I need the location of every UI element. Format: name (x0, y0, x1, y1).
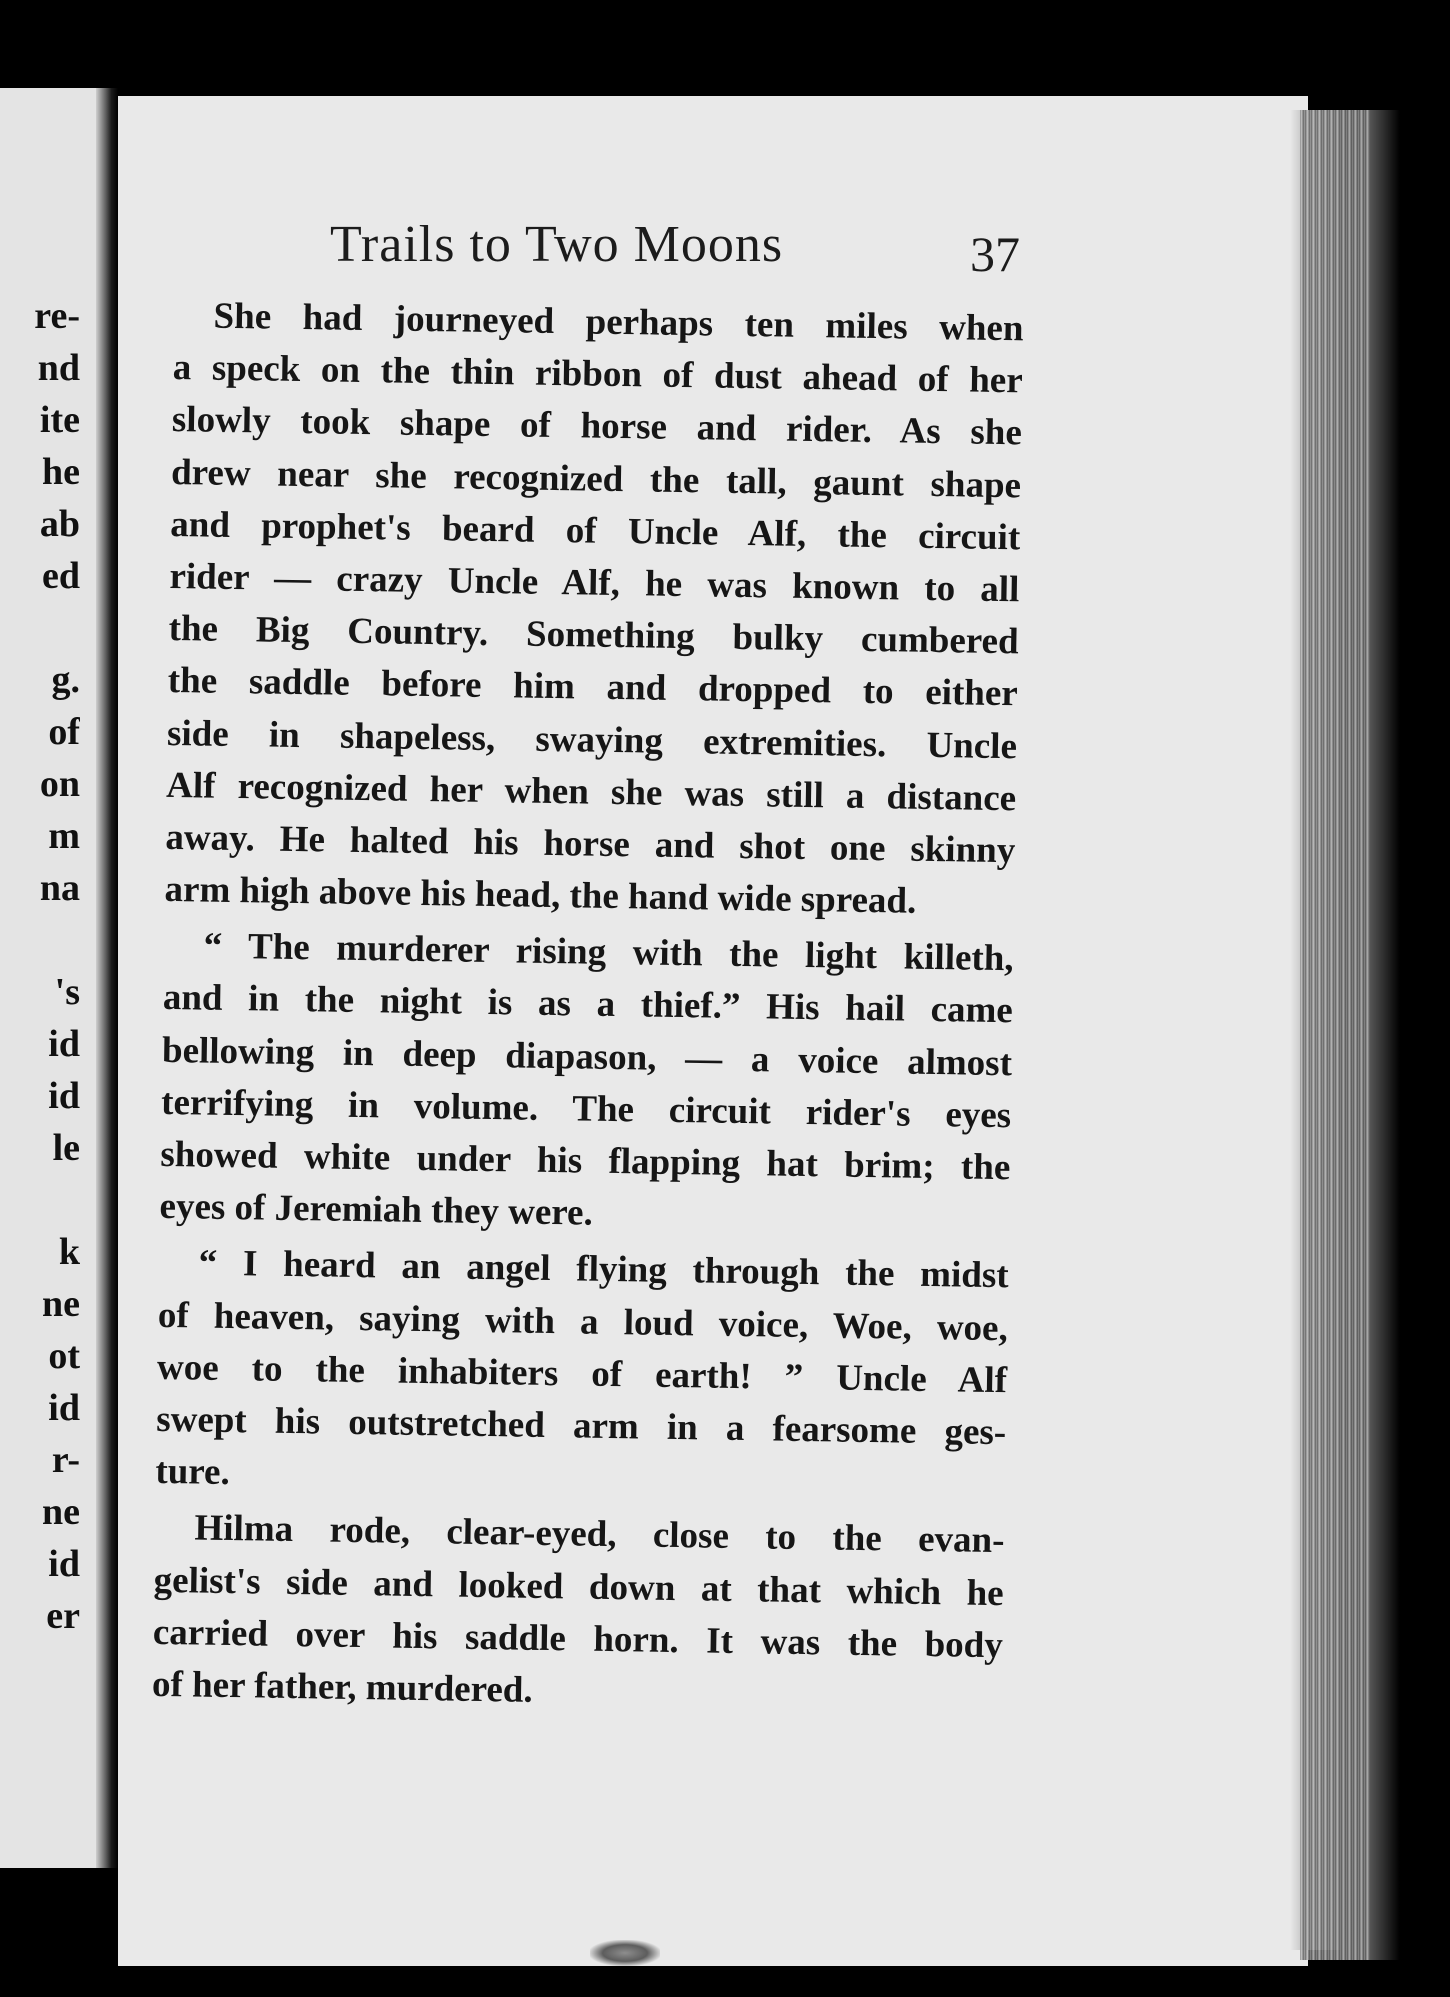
previous-page-fragment-line: ne (42, 1283, 80, 1325)
text-line: showed white under his flapping hat brim; the (160, 1133, 1011, 1189)
text-line: bellowing in deep diapason, — a voice almost (161, 1029, 1013, 1084)
previous-page-fragment-line: ne (42, 1491, 80, 1533)
previous-page-fragment-line: id (48, 1543, 80, 1585)
running-title: Trails to Two Moons (330, 216, 784, 273)
book-gutter (96, 88, 118, 1868)
text-line: a speck on the thin ribbon of dust ahead of her (172, 347, 1023, 402)
text-line: slowly took shape of horse and rider. As she (171, 399, 1023, 454)
paragraph (152, 1502, 1005, 1724)
previous-page-fragment-line: id (48, 1387, 80, 1429)
text-line: eyes of Jeremiah they were. (159, 1186, 594, 1234)
text-line: rider — crazy Uncle Alf, he was known to all (169, 555, 1020, 611)
scan-smudge (590, 1940, 660, 1966)
text-line: drew near she recognized the tall, gaunt shape (170, 451, 1022, 506)
previous-page-fragment-line: id (48, 1075, 80, 1117)
text-line: woe to the inhabiters of earth! ” Uncle Alf (156, 1346, 1008, 1401)
paragraph (164, 290, 1024, 930)
previous-page-fragment-line: of (48, 711, 80, 753)
previous-page-fragment-line: m (48, 815, 80, 857)
text-line: terrifying in volume. The circuit rider's eyes (160, 1081, 1012, 1137)
previous-page-fragment-line: g. (51, 659, 80, 701)
previous-page-fragment-line: k (58, 1231, 80, 1273)
previous-page-fragment-line: ab (39, 503, 80, 545)
text-line: “ The murderer rising with the light killeth, (203, 925, 1014, 980)
book-cover-edge (1370, 110, 1400, 1960)
previous-page-fragment-line (0, 914, 80, 966)
previous-page-fragment-line: id (48, 1023, 80, 1065)
text-line: the saddle before him and dropped to either (167, 660, 1019, 715)
previous-page-fragment-line: nd (37, 347, 80, 389)
paragraph (159, 920, 1014, 1246)
text-line: ture. (155, 1450, 231, 1494)
previous-page-fragment-line: r- (51, 1439, 80, 1481)
text-line: side in shapeless, swaying extremities. Uncle (166, 712, 1018, 767)
text-line: “ I heard an angel flying through the midst (198, 1242, 1009, 1297)
previous-page-fragment-line (0, 1174, 80, 1226)
text-line: gelist's side and looked down at that which he (153, 1559, 1004, 1614)
text-line: arm high above his head, the hand wide spread. (164, 868, 917, 922)
previous-page-fragment-line: re- (34, 295, 80, 337)
text-line: swept his outstretched arm in a fearsome ges- (155, 1398, 1007, 1454)
previous-page-line-endings (0, 290, 80, 1642)
previous-page-fragment-line: 's (54, 971, 80, 1013)
previous-page-fragment-line: le (52, 1127, 80, 1169)
body-text (152, 290, 1024, 1724)
previous-page-fragment-line (0, 602, 80, 654)
previous-page-fragment-line: ed (42, 555, 80, 597)
text-line: the Big Country. Something bulky cumbered (168, 608, 1019, 663)
page-number: 37 (970, 226, 1020, 282)
running-head (330, 215, 1050, 285)
previous-page-fragment-line: er (46, 1595, 80, 1637)
text-line: She had journeyed perhaps ten miles when (213, 295, 1024, 350)
text-line: away. He halted his horse and shot one skinny (165, 816, 1016, 872)
previous-page-fragment-line: ite (39, 399, 80, 441)
previous-page-fragment-line: he (42, 451, 80, 493)
text-line: and prophet's beard of Uncle Alf, the circuit (169, 503, 1021, 559)
previous-page-fragment-line: ot (48, 1335, 80, 1377)
text-line: carried over his saddle horn. It was the body (152, 1611, 1004, 1666)
text-line: of her father, murdered. (151, 1663, 533, 1711)
text-line: Alf recognized her when she was still a distance (165, 764, 1017, 819)
previous-page-fragment-line: na (39, 867, 80, 909)
text-line: of heaven, saying with a loud voice, Woe, woe, (157, 1294, 1009, 1349)
text-line: Hilma rode, clear-eyed, close to the evan- (194, 1507, 1005, 1562)
previous-page-fragment-line: on (39, 763, 80, 805)
paragraph (155, 1237, 1009, 1511)
text-line: and in the night is as a thief.” His hail came (162, 977, 1014, 1032)
